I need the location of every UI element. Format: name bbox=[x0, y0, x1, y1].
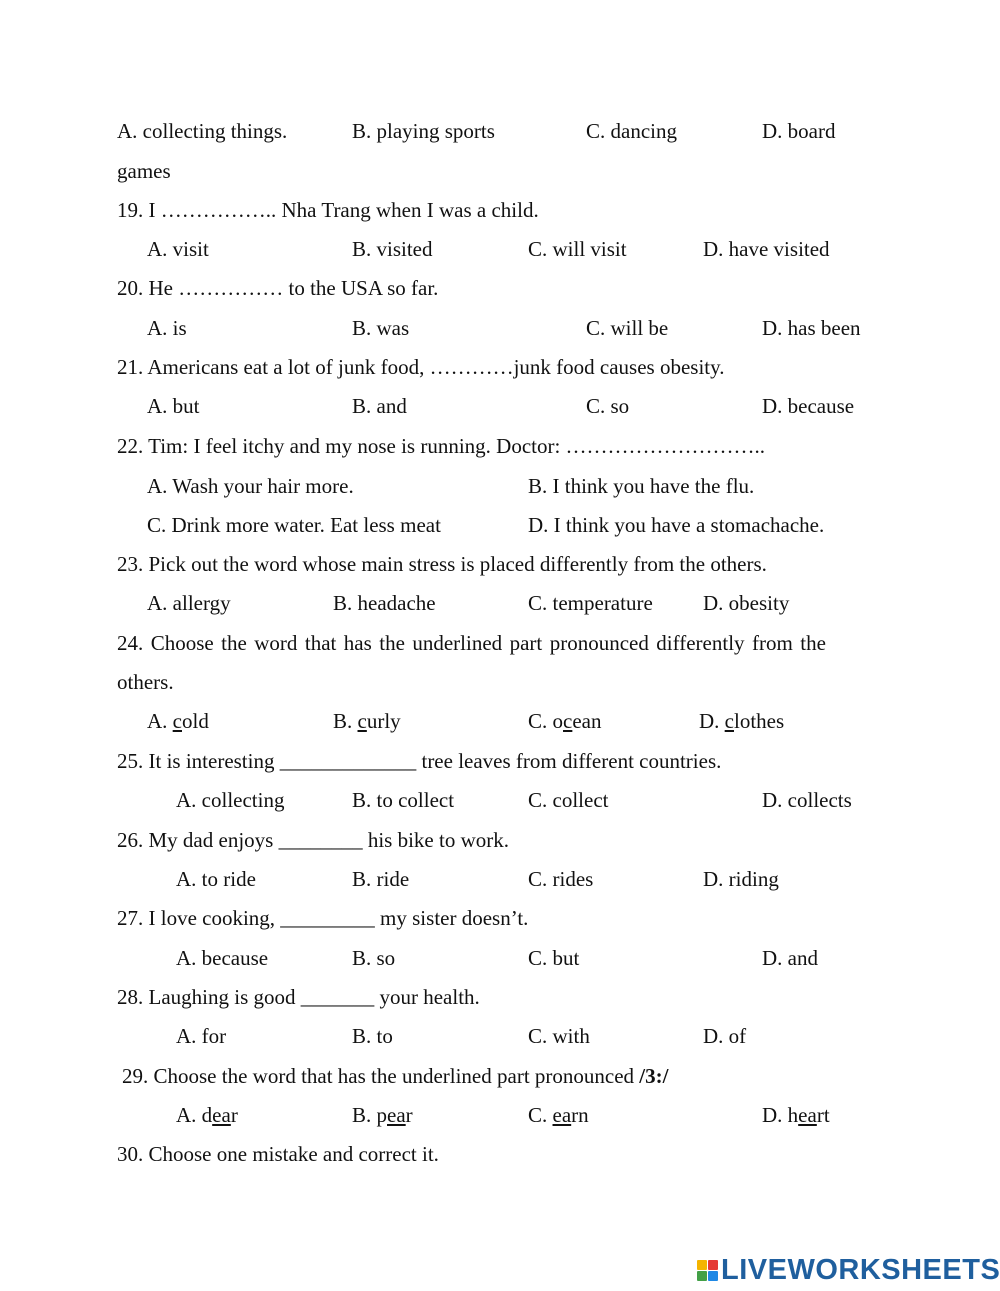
q26-option-b: B. ride bbox=[352, 867, 410, 891]
q20-option-c: C. will be bbox=[586, 316, 669, 340]
q28-option-c: C. with bbox=[528, 1024, 590, 1048]
q22-option-a: A. Wash your hair more. bbox=[147, 474, 354, 498]
q19-option-c: C. will visit bbox=[528, 237, 627, 261]
q23-option-d: D. obesity bbox=[703, 591, 790, 615]
q26-option-a: A. to ride bbox=[176, 867, 256, 891]
q18-option-b: B. playing sports bbox=[352, 119, 495, 143]
q21-option-c: C. so bbox=[586, 394, 630, 418]
q24-option-d: D. clothes bbox=[699, 709, 785, 733]
q25-option-d: D. collects bbox=[762, 788, 852, 812]
q22-option-b: B. I think you have the flu. bbox=[528, 474, 755, 498]
q29-option-c: C. earn bbox=[528, 1103, 589, 1127]
q22-option-d: D. I think you have a stomachache. bbox=[528, 513, 825, 537]
q21-option-a: A. but bbox=[147, 394, 200, 418]
logo-block bbox=[708, 1260, 718, 1270]
q23-option-a: A. allergy bbox=[147, 591, 231, 615]
q28-text: 28. Laughing is good _______ your health. bbox=[117, 985, 480, 1009]
q22-text: 22. Tim: I feel itchy and my nose is running. Doctor: ……………………….. bbox=[117, 434, 766, 458]
q30-text: 30. Choose one mistake and correct it. bbox=[117, 1142, 439, 1166]
underlined-part: c bbox=[724, 709, 734, 733]
q21-text: 21. Americans eat a lot of junk food, …………junk food causes obesity. bbox=[117, 355, 725, 379]
underlined-part: c bbox=[563, 709, 573, 733]
underlined-part: c bbox=[172, 709, 182, 733]
q18-option-d-wrap: games bbox=[117, 159, 171, 183]
q25-option-b: B. to collect bbox=[352, 788, 455, 812]
q28-option-d: D. of bbox=[703, 1024, 747, 1048]
q27-option-b: B. so bbox=[352, 946, 396, 970]
q26-text: 26. My dad enjoys ________ his bike to work. bbox=[117, 828, 509, 852]
q23-option-c: C. temperature bbox=[528, 591, 653, 615]
q28-option-a: A. for bbox=[176, 1024, 227, 1048]
q25-option-c: C. collect bbox=[528, 788, 609, 812]
q29-text: 29. Choose the word that has the underlined part pronounced /3:/ bbox=[122, 1064, 669, 1088]
q24-option-a: A. cold bbox=[147, 709, 209, 733]
q20-option-b: B. was bbox=[352, 316, 410, 340]
q20-option-a: A. is bbox=[147, 316, 187, 340]
q22-option-c: C. Drink more water. Eat less meat bbox=[147, 513, 441, 537]
q25-text: 25. It is interesting _____________ tree leaves from different countries. bbox=[117, 749, 722, 773]
logo-text: LIVEWORKSHEETS bbox=[721, 1253, 1000, 1286]
q18-option-a: A. collecting things. bbox=[117, 119, 288, 143]
q25-option-a: A. collecting bbox=[176, 788, 285, 812]
underlined-part: c bbox=[357, 709, 367, 733]
q19-option-a: A. visit bbox=[147, 237, 209, 261]
q27-option-a: A. because bbox=[176, 946, 269, 970]
q23-option-b: B. headache bbox=[333, 591, 436, 615]
q29-option-d: D. heart bbox=[762, 1103, 830, 1127]
q29-option-a: A. dear bbox=[176, 1103, 238, 1127]
logo-block bbox=[708, 1271, 718, 1281]
logo-blocks-icon bbox=[697, 1260, 718, 1281]
q27-option-c: C. but bbox=[528, 946, 580, 970]
underlined-part: ea bbox=[387, 1103, 406, 1127]
underlined-part: ea bbox=[552, 1103, 572, 1127]
q19-option-d: D. have visited bbox=[703, 237, 830, 261]
q19-text: 19. I …………….. Nha Trang when I was a child. bbox=[117, 198, 539, 222]
q26-option-d: D. riding bbox=[703, 867, 779, 891]
q28-option-b: B. to bbox=[352, 1024, 393, 1048]
q24-option-c: C. ocean bbox=[528, 709, 602, 733]
q29-option-b: B. pear bbox=[352, 1103, 413, 1127]
ipa-symbol: /3:/ bbox=[639, 1064, 669, 1088]
underlined-part: ea bbox=[212, 1103, 231, 1127]
q18-option-d: D. board bbox=[762, 119, 836, 143]
q18-option-c: C. dancing bbox=[586, 119, 677, 143]
liveworksheets-logo bbox=[697, 1253, 1000, 1287]
q20-option-d: D. has been bbox=[762, 316, 861, 340]
q24-text: 24. Choose the word that has the underlined part pronounced differently from the bbox=[117, 631, 826, 655]
q24-text-wrap: others. bbox=[117, 670, 174, 694]
q26-option-c: C. rides bbox=[528, 867, 594, 891]
q27-option-d: D. and bbox=[762, 946, 818, 970]
underlined-part: ea bbox=[798, 1103, 817, 1127]
q24-option-b: B. curly bbox=[333, 709, 401, 733]
q21-option-b: B. and bbox=[352, 394, 407, 418]
q23-text: 23. Pick out the word whose main stress is placed differently from the others. bbox=[117, 552, 767, 576]
logo-block bbox=[697, 1271, 707, 1281]
q19-option-b: B. visited bbox=[352, 237, 433, 261]
q21-option-d: D. because bbox=[762, 394, 855, 418]
logo-block bbox=[697, 1260, 707, 1270]
q27-text: 27. I love cooking, _________ my sister doesn’t. bbox=[117, 906, 529, 930]
q20-text: 20. He …………… to the USA so far. bbox=[117, 276, 439, 300]
